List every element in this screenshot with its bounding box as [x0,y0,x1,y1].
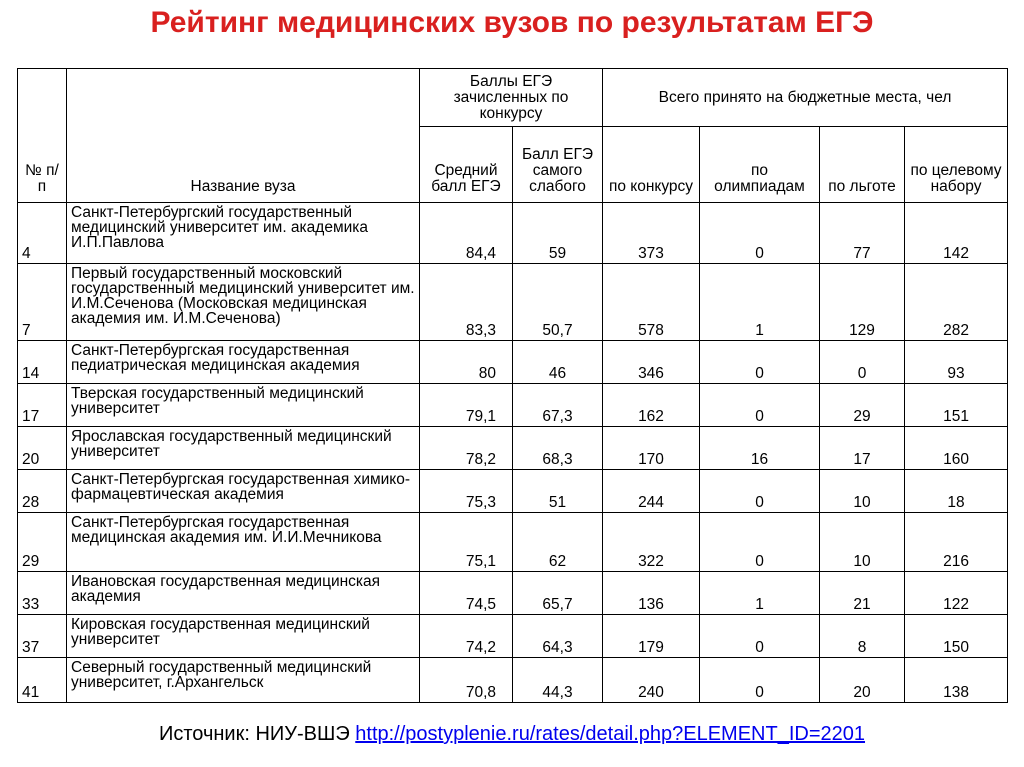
row-number: 7 [18,264,67,341]
average-score: 75,1 [420,513,513,572]
admitted-by-olympiad: 16 [700,427,820,470]
admitted-by-benefit: 129 [820,264,905,341]
average-score: 83,3 [420,264,513,341]
average-score: 80 [420,341,513,384]
admitted-by-olympiad: 0 [700,513,820,572]
min-score: 62 [513,513,603,572]
admitted-by-competition: 170 [603,427,700,470]
admitted-by-olympiad: 0 [700,203,820,264]
admitted-by-target: 160 [905,427,1008,470]
min-score: 65,7 [513,572,603,615]
admitted-by-benefit: 10 [820,470,905,513]
admitted-by-target: 151 [905,384,1008,427]
header-ege-scores: Баллы ЕГЭ зачисленных по конкурсу [420,69,603,127]
admitted-by-target: 282 [905,264,1008,341]
header-university-name: Название вуза [67,69,420,203]
admitted-by-competition: 162 [603,384,700,427]
min-score: 50,7 [513,264,603,341]
admitted-by-target: 18 [905,470,1008,513]
table-row [18,572,1008,615]
min-score: 46 [513,341,603,384]
admitted-by-competition: 244 [603,470,700,513]
row-number: 14 [18,341,67,384]
row-number: 17 [18,384,67,427]
average-score: 79,1 [420,384,513,427]
admitted-by-target: 150 [905,615,1008,658]
university-name: Тверская государственный медицинский университет [67,384,420,427]
row-number: 29 [18,513,67,572]
header-average-score: Средний балл ЕГЭ [420,127,513,203]
university-name: Кировская государственная медицинский университет [67,615,420,658]
admitted-by-competition: 346 [603,341,700,384]
row-number: 28 [18,470,67,513]
row-number: 41 [18,658,67,703]
average-score: 74,5 [420,572,513,615]
table-row [18,341,1008,384]
header-by-benefit: по льготе [820,127,905,203]
header-number: № п/п [18,69,67,203]
admitted-by-olympiad: 0 [700,615,820,658]
ranking-table [17,68,1008,703]
admitted-by-competition: 322 [603,513,700,572]
table-row [18,203,1008,264]
university-name: Северный государственный медицинский университет, г.Архангельск [67,658,420,703]
min-score: 59 [513,203,603,264]
average-score: 84,4 [420,203,513,264]
admitted-by-target: 138 [905,658,1008,703]
table-row [18,427,1008,470]
header-min-score: Балл ЕГЭ самого слабого [513,127,603,203]
table-row [18,658,1008,703]
admitted-by-competition: 136 [603,572,700,615]
table-row [18,513,1008,572]
admitted-by-benefit: 29 [820,384,905,427]
university-name: Санкт-Петербургская государственная педиатрическая медицинская академия [67,341,420,384]
admitted-by-benefit: 17 [820,427,905,470]
average-score: 75,3 [420,470,513,513]
min-score: 44,3 [513,658,603,703]
average-score: 70,8 [420,658,513,703]
university-name: Санкт-Петербургский государственный медицинский университет им. академика И.П.Павлова [67,203,420,264]
header-by-competition: по конкурсу [603,127,700,203]
admitted-by-olympiad: 0 [700,341,820,384]
min-score: 64,3 [513,615,603,658]
row-number: 33 [18,572,67,615]
table-row [18,470,1008,513]
admitted-by-benefit: 8 [820,615,905,658]
admitted-by-olympiad: 0 [700,384,820,427]
page-title: Рейтинг медицинских вузов по результатам ЕГЭ [150,6,874,39]
average-score: 74,2 [420,615,513,658]
admitted-by-benefit: 21 [820,572,905,615]
university-name: Первый государственный московский государственный медицинский университет им. И.М.Сеченова (Московская медицинская академия им. И.М.Сеченова) [67,264,420,341]
university-name: Санкт-Петербургская государственная медицинская академия им. И.И.Мечникова [67,513,420,572]
min-score: 67,3 [513,384,603,427]
admitted-by-benefit: 20 [820,658,905,703]
admitted-by-benefit: 10 [820,513,905,572]
row-number: 4 [18,203,67,264]
university-name: Ярославская государственный медицинский университет [67,427,420,470]
admitted-by-olympiad: 1 [700,264,820,341]
university-name: Ивановская государственная медицинская академия [67,572,420,615]
admitted-by-olympiad: 0 [700,470,820,513]
source-link[interactable]: http://postyplenie.ru/rates/detail.php?ELEMENT_ID=2201 [355,723,866,745]
admitted-by-benefit: 0 [820,341,905,384]
header-by-target: по целевому набору [905,127,1008,203]
source-label: Источник: НИУ-ВШЭ [158,723,350,745]
header-budget-admitted: Всего принято на бюджетные места, чел [603,69,1008,127]
admitted-by-target: 216 [905,513,1008,572]
min-score: 51 [513,470,603,513]
admitted-by-competition: 240 [603,658,700,703]
admitted-by-target: 122 [905,572,1008,615]
average-score: 78,2 [420,427,513,470]
table-row [18,615,1008,658]
university-name: Санкт-Петербургская государственная химико-фармацевтическая академия [67,470,420,513]
source-line [0,723,1024,746]
admitted-by-target: 93 [905,341,1008,384]
table-row [18,264,1008,341]
min-score: 68,3 [513,427,603,470]
admitted-by-target: 142 [905,203,1008,264]
admitted-by-competition: 578 [603,264,700,341]
header-by-olympiad: по олимпиадам [700,127,820,203]
row-number: 37 [18,615,67,658]
admitted-by-competition: 179 [603,615,700,658]
admitted-by-competition: 373 [603,203,700,264]
admitted-by-benefit: 77 [820,203,905,264]
admitted-by-olympiad: 1 [700,572,820,615]
table-row [18,384,1008,427]
admitted-by-olympiad: 0 [700,658,820,703]
row-number: 20 [18,427,67,470]
